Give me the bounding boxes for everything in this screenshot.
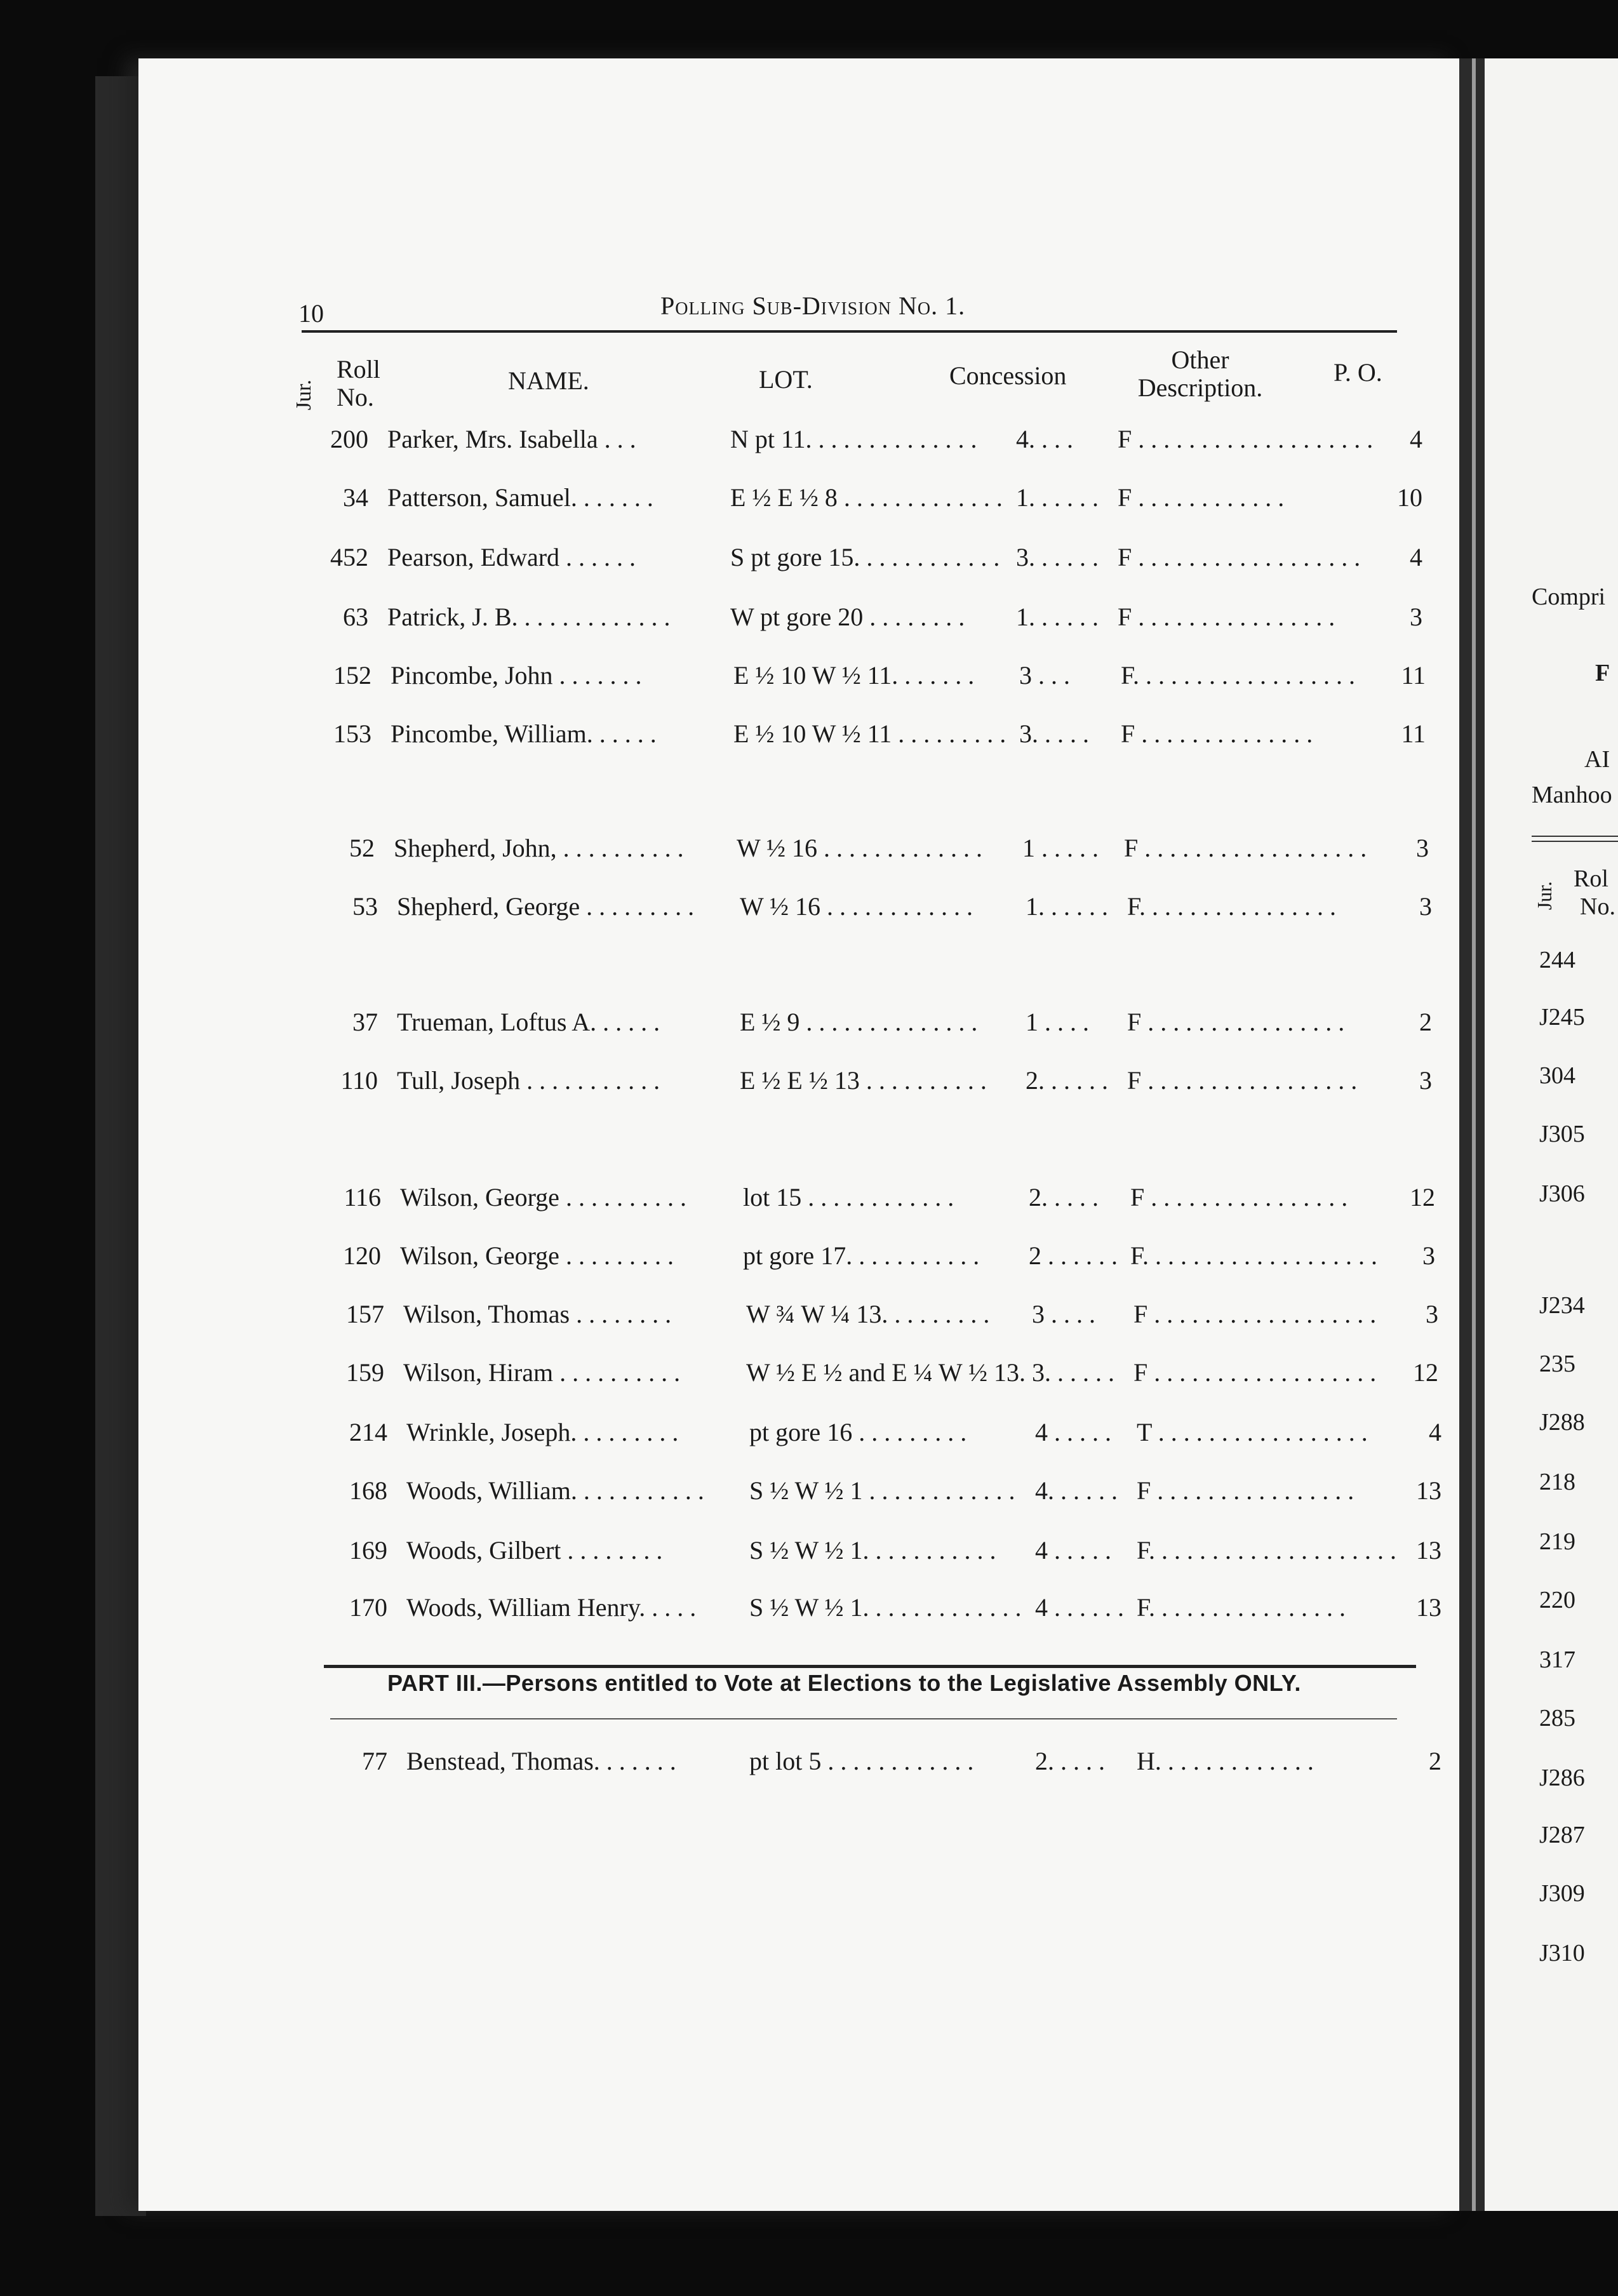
right-page-rule-2 [1532,841,1618,842]
concession: 4. . . . . . [1035,1476,1118,1505]
roll-number: 170 [349,1593,387,1622]
voter-name: Wilson, George . . . . . . . . . . [400,1183,686,1211]
post-office: 3 [1422,1241,1435,1270]
table-row [314,1358,1438,1393]
col-header-other-description: Other Description. [1137,345,1263,402]
right-page-roll-number: 218 [1539,1469,1575,1495]
right-page-comprising: Compri [1532,584,1606,610]
post-office: 11 [1401,661,1426,690]
right-page-roll-number: 244 [1539,947,1575,973]
voter-name: Parker, Mrs. Isabella . . . [387,425,636,453]
other-description: F . . . . . . . . . . . . . . . . . . [1118,543,1361,571]
roll-number: 77 [362,1747,387,1775]
concession: 1. . . . . . [1026,892,1108,921]
table-row [318,1535,1441,1571]
voter-name: Wilson, Thomas . . . . . . . . [403,1300,672,1328]
roll-number: 168 [349,1476,387,1505]
voter-name: Shepherd, George . . . . . . . . . [397,892,695,921]
right-page-roll-number: J309 [1539,1880,1585,1907]
lot-description: pt lot 5 . . . . . . . . . . . . [749,1747,974,1775]
post-office: 3 [1419,892,1432,921]
post-office: 4 [1410,425,1422,453]
table-row [311,1182,1435,1218]
post-office: 2 [1419,1008,1432,1036]
right-page-rule [1532,836,1618,837]
post-office: 2 [1429,1747,1441,1775]
concession: 4. . . . [1016,425,1073,453]
table-row [305,833,1429,869]
concession: 4 . . . . . [1035,1418,1111,1446]
table-row [318,1592,1441,1628]
right-page-no: No. [1580,893,1615,920]
roll-number: 120 [343,1241,381,1270]
post-office: 4 [1410,543,1422,571]
other-description: F . . . . . . . . . . . . . . [1121,719,1313,748]
lot-description: E ½ 9 . . . . . . . . . . . . . . [740,1008,978,1036]
other-description: F. . . . . . . . . . . . . . . . [1127,892,1337,921]
other-description: F . . . . . . . . . . . . . . . . [1130,1183,1348,1211]
voter-name: Wilson, Hiram . . . . . . . . . . [403,1358,681,1387]
col-header-name: NAME. [508,366,589,395]
voter-name: Benstead, Thomas. . . . . . . [406,1747,676,1775]
concession: 4 . . . . . [1035,1536,1111,1565]
table-row [308,1007,1432,1043]
part-divider-thin [330,1718,1397,1719]
right-page-roll-number: J288 [1539,1409,1585,1436]
other-description: F . . . . . . . . . . . . . . . . [1137,1476,1354,1505]
voter-name: Wilson, George . . . . . . . . . [400,1241,674,1270]
concession: 1 . . . . . [1022,834,1099,862]
roll-number: 200 [330,425,368,453]
voter-name: Wrinkle, Joseph. . . . . . . . . [406,1418,679,1446]
lot-description: E ½ E ½ 13 . . . . . . . . . . [740,1066,987,1095]
roll-number: 169 [349,1536,387,1565]
concession: 3. . . . . . [1032,1358,1114,1387]
post-office: 11 [1401,719,1426,748]
voter-name: Shepherd, John, . . . . . . . . . . [394,834,684,862]
part3-title: PART III.—Persons entitled to Vote at Elections to the Legislative Assembly ONLY. [387,1670,1301,1696]
post-office: 12 [1410,1183,1435,1211]
post-office: 3 [1410,603,1422,631]
table-row-part3 [318,1746,1441,1782]
concession: 1. . . . . . [1016,483,1099,512]
right-page-roll-number: 220 [1539,1587,1575,1613]
table-row [318,1476,1441,1511]
roll-number: 152 [333,661,371,690]
lot-description: W ½ 16 . . . . . . . . . . . . [740,892,973,921]
post-office: 13 [1416,1536,1441,1565]
table-row [298,602,1422,637]
roll-number: 159 [346,1358,384,1387]
right-page-jur: Jur. [1533,881,1556,911]
concession: 3 . . . . [1032,1300,1095,1328]
table-row [311,1241,1435,1276]
roll-number: 116 [344,1183,381,1211]
voter-name: Patterson, Samuel. . . . . . . [387,483,653,512]
col-header-jur: Jur. [292,379,316,411]
post-office: 3 [1426,1300,1438,1328]
concession: 2. . . . . [1029,1183,1099,1211]
voter-name: Pincombe, John . . . . . . . [391,661,642,690]
concession: 1. . . . . . [1016,603,1099,631]
lot-description: N pt 11. . . . . . . . . . . . . . [730,425,977,453]
post-office: 13 [1416,1476,1441,1505]
col-header-roll: Roll No. [337,355,380,411]
lot-description: W ¾ W ¼ 13. . . . . . . . . [746,1300,990,1328]
concession: 3. . . . . . [1016,543,1099,571]
other-description: F . . . . . . . . . . . . . . . . . . [1124,834,1367,862]
roll-number: 214 [349,1418,387,1446]
other-description: F . . . . . . . . . . . . . . . . . . [1133,1358,1377,1387]
right-page-roll-number: 304 [1539,1062,1575,1089]
col-header-lot: LOT. [759,365,813,394]
lot-description: pt gore 17. . . . . . . . . . . [743,1241,980,1270]
voter-name: Patrick, J. B. . . . . . . . . . . . . [387,603,671,631]
table-row [298,483,1422,518]
lot-description: S pt gore 15. . . . . . . . . . . . [730,543,1000,571]
other-description: F . . . . . . . . . . . . . . . . . . . [1118,425,1374,453]
other-description: F . . . . . . . . . . . . [1118,483,1285,512]
voter-name: Woods, William Henry. . . . . [406,1593,697,1622]
concession: 2. . . . . . [1026,1066,1108,1095]
table-row [298,542,1422,578]
gutter-edge [1472,58,1476,2211]
other-description: T . . . . . . . . . . . . . . . . . [1137,1418,1368,1446]
other-description: F . . . . . . . . . . . . . . . . [1127,1008,1345,1036]
concession: 2 . . . . . . [1029,1241,1118,1270]
other-description: F . . . . . . . . . . . . . . . . . . [1133,1300,1377,1328]
roll-number: 452 [330,543,368,571]
lot-description: S ½ W ½ 1 . . . . . . . . . . . . [749,1476,1015,1505]
other-description: F. . . . . . . . . . . . . . . . [1137,1593,1346,1622]
right-page-roll-number: J310 [1539,1940,1585,1966]
voter-name: Tull, Joseph . . . . . . . . . . . [397,1066,660,1095]
page-title: Polling Sub-Division No. 1. [660,291,966,320]
lot-description: E ½ E ½ 8 . . . . . . . . . . . . . [730,483,1003,512]
roll-number: 53 [352,892,378,921]
concession: 4 . . . . . . [1035,1593,1124,1622]
right-page-roll-number: 317 [1539,1646,1575,1673]
table-row [318,1417,1441,1453]
lot-description: pt gore 16 . . . . . . . . . [749,1418,967,1446]
lot-description: S ½ W ½ 1. . . . . . . . . . . [749,1536,996,1565]
col-header-po: P. O. [1334,358,1382,387]
right-page-rol: Rol [1574,865,1608,892]
other-description: F. . . . . . . . . . . . . . . . . . . [1130,1241,1378,1270]
lot-description: W pt gore 20 . . . . . . . . [730,603,965,631]
lot-description: E ½ 10 W ½ 11 . . . . . . . . . [733,719,1006,748]
lot-description: E ½ 10 W ½ 11. . . . . . . [733,661,975,690]
table-row [308,1065,1432,1101]
roll-number: 34 [343,483,368,512]
right-page-roll-number: J286 [1539,1765,1585,1791]
lot-description: S ½ W ½ 1. . . . . . . . . . . . . [749,1593,1022,1622]
concession: 3 . . . [1019,661,1070,690]
post-office: 4 [1429,1418,1441,1446]
right-page-roll-number: J245 [1539,1004,1585,1031]
post-office: 3 [1419,1066,1432,1095]
voter-name: Pincombe, William. . . . . . [391,719,657,748]
roll-number: 153 [333,719,371,748]
roll-number: 52 [349,834,375,862]
roll-number: 110 [340,1066,378,1095]
concession: 3. . . . . [1019,719,1089,748]
roll-number: 63 [343,603,368,631]
right-page-roll-number: J287 [1539,1822,1585,1848]
right-page-roll-number: J306 [1539,1180,1585,1207]
voter-name: Trueman, Loftus A. . . . . . [397,1008,660,1036]
table-row [314,1299,1438,1335]
table-row [298,424,1422,460]
roll-number: 157 [346,1300,384,1328]
part-divider [324,1665,1416,1668]
roll-number: 37 [352,1008,378,1036]
voter-name: Woods, William. . . . . . . . . . . [406,1476,704,1505]
post-office: 3 [1416,834,1429,862]
voter-name: Pearson, Edward . . . . . . [387,543,636,571]
page-number: 10 [298,299,324,328]
post-office: 10 [1397,483,1422,512]
table-row [302,660,1426,696]
right-page-manhood: Manhoo [1532,782,1612,808]
other-description: F. . . . . . . . . . . . . . . . . . [1121,661,1356,690]
right-page-roll-number: J305 [1539,1121,1585,1147]
lot-description: lot 15 . . . . . . . . . . . . [743,1183,954,1211]
other-description: F . . . . . . . . . . . . . . . . [1118,603,1335,631]
post-office: 13 [1416,1593,1441,1622]
other-description: F. . . . . . . . . . . . . . . . . . . . [1137,1536,1397,1565]
table-row [308,891,1432,927]
right-page-roll-number: J234 [1539,1292,1585,1319]
concession: 2. . . . . [1035,1747,1105,1775]
right-page-al: AI [1584,746,1610,773]
header-rule [302,330,1397,333]
post-office: 12 [1413,1358,1438,1387]
lot-description: W ½ 16 . . . . . . . . . . . . . [737,834,983,862]
col-header-concession: Concession [949,361,1067,390]
concession: 1 . . . . [1026,1008,1089,1036]
other-description: F . . . . . . . . . . . . . . . . . [1127,1066,1358,1095]
lot-description: W ½ E ½ and E ¼ W ½ 13. [746,1358,1026,1387]
other-description: H. . . . . . . . . . . . . [1137,1747,1314,1775]
right-page-roll-number: 285 [1539,1705,1575,1732]
right-page-letter: F [1595,660,1610,686]
table-row [302,719,1426,754]
voter-name: Woods, Gilbert . . . . . . . . [406,1536,663,1565]
right-page-roll-number: 235 [1539,1351,1575,1377]
right-page-roll-number: 219 [1539,1528,1575,1555]
